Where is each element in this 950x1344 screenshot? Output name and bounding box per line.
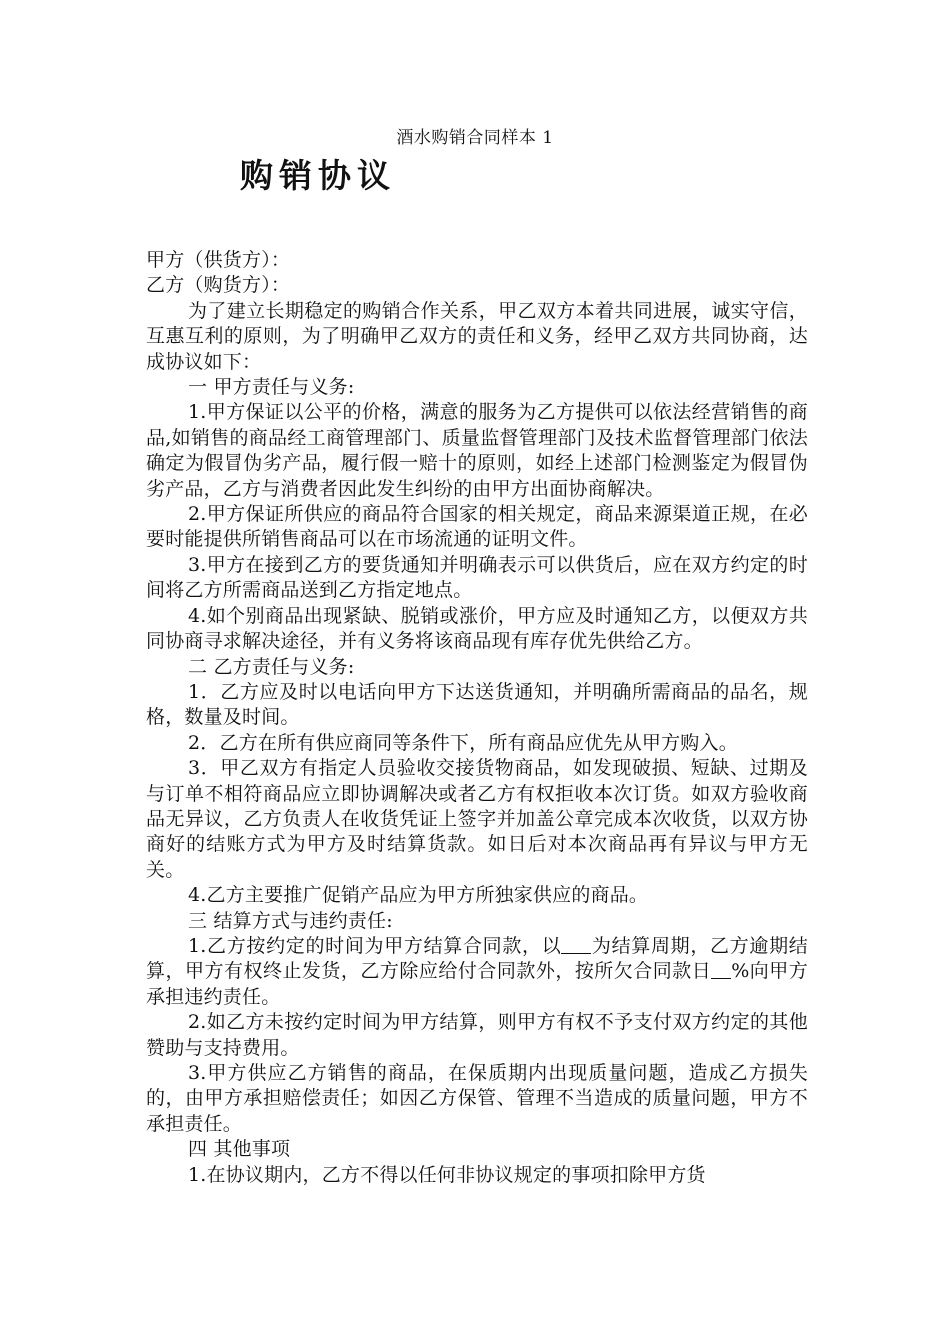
section-3-item-text: 为结算周期，乙方逾期结算，甲方有权终止发货，乙方除应给付合同款外，按所欠合同款日 xyxy=(146,934,808,983)
section-1-item: 3.甲方在接到乙方的要货通知并明确表示可以供货后，应在双方约定的时间将乙方所需商品送到乙方指定地点。 xyxy=(146,553,808,602)
section-2-item: 4.乙方主要推广促销产品应为甲方所独家供应的商品。 xyxy=(188,884,649,907)
section-4-item: 1.在协议期内，乙方不得以任何非协议规定的事项扣除甲方货 xyxy=(188,1163,706,1186)
party-b-line: 乙方（购货方）： xyxy=(146,274,291,297)
section-4-heading: 四 其他事项 xyxy=(188,1138,291,1161)
section-3-heading: 三 结算方式与违约责任: xyxy=(188,909,393,932)
contract-body xyxy=(146,248,808,1188)
penalty-rate-blank xyxy=(711,960,731,979)
section-2-item: 2．乙方在所有供应商同等条件下，所有商品应优先从甲方购入。 xyxy=(188,731,738,754)
section-1-item: 1.甲方保证以公平的价格，满意的服务为乙方提供可以依法经营销售的商品,如销售的商品经工商管理部门、质量监督管理部门及技术监督管理部门依法确定为假冒伪劣产品，履行假一赔十的原则，如经上述部门检测鉴定为假冒伪劣产品，乙方与消费者因此发生纠纷的由甲方出面协商解决。 xyxy=(146,401,808,500)
document-title: 购销协议 xyxy=(240,156,396,195)
section-2-item: 1．乙方应及时以电话向甲方下达送货通知，并明确所需商品的品名，规格，数量及时间。 xyxy=(146,680,808,729)
section-3-item: 2.如乙方未按约定时间为甲方结算，则甲方有权不予支付双方约定的其他赞助与支持费用。 xyxy=(146,1011,808,1059)
document-heading: 酒水购销合同样本 1 xyxy=(396,128,554,148)
section-3-item xyxy=(146,934,808,1010)
party-a-line: 甲方（供货方）： xyxy=(146,249,291,271)
section-3-item: 3.甲方供应乙方销售的商品，在保质期内出现质量问题，造成乙方损失的，由甲方承担赔偿责任；如因乙方保管、管理不当造成的质量问题，甲方不承担责任。 xyxy=(146,1062,808,1135)
preamble-paragraph: 为了建立长期稳定的购销合作关系，甲乙双方本着共同进展，诚实守信，互惠互利的原则，为了明确甲乙双方的责任和义务，经甲乙双方共同协商，达成协议如下： xyxy=(146,299,808,373)
section-1-item: 2.甲方保证所供应的商品符合国家的相关规定，商品来源渠道正规，在必要时能提供所销售商品可以在市场流通的证明文件。 xyxy=(146,503,808,551)
section-3-item-text: %向甲方承担违约责任。 xyxy=(146,960,808,1008)
section-2-item: 3．甲乙双方有指定人员验收交接货物商品，如发现破损、短缺、过期及与订单不相符商品应立即协调解决或者乙方有权拒收本次订货。如双方验收商品无异议，乙方负责人在收货凭证上签字并加盖公章完成本次收货，以双方协商好的结账方式为甲方及时结算货款。如日后对本次商品再有异议与甲方无关。 xyxy=(146,757,808,881)
section-1-heading: 一 甲方责任与义务: xyxy=(188,376,355,399)
section-1-item: 4.如个别商品出现紧缺、脱销或涨价，甲方应及时通知乙方，以便双方共同协商寻求解决途径，并有义务将该商品现有库存优先供给乙方。 xyxy=(146,604,808,653)
section-3-item-text: 1.乙方按约定的时间为甲方结算合同款，以 xyxy=(188,934,562,957)
settlement-period-blank xyxy=(561,935,591,954)
section-2-heading: 二 乙方责任与义务: xyxy=(188,655,355,678)
